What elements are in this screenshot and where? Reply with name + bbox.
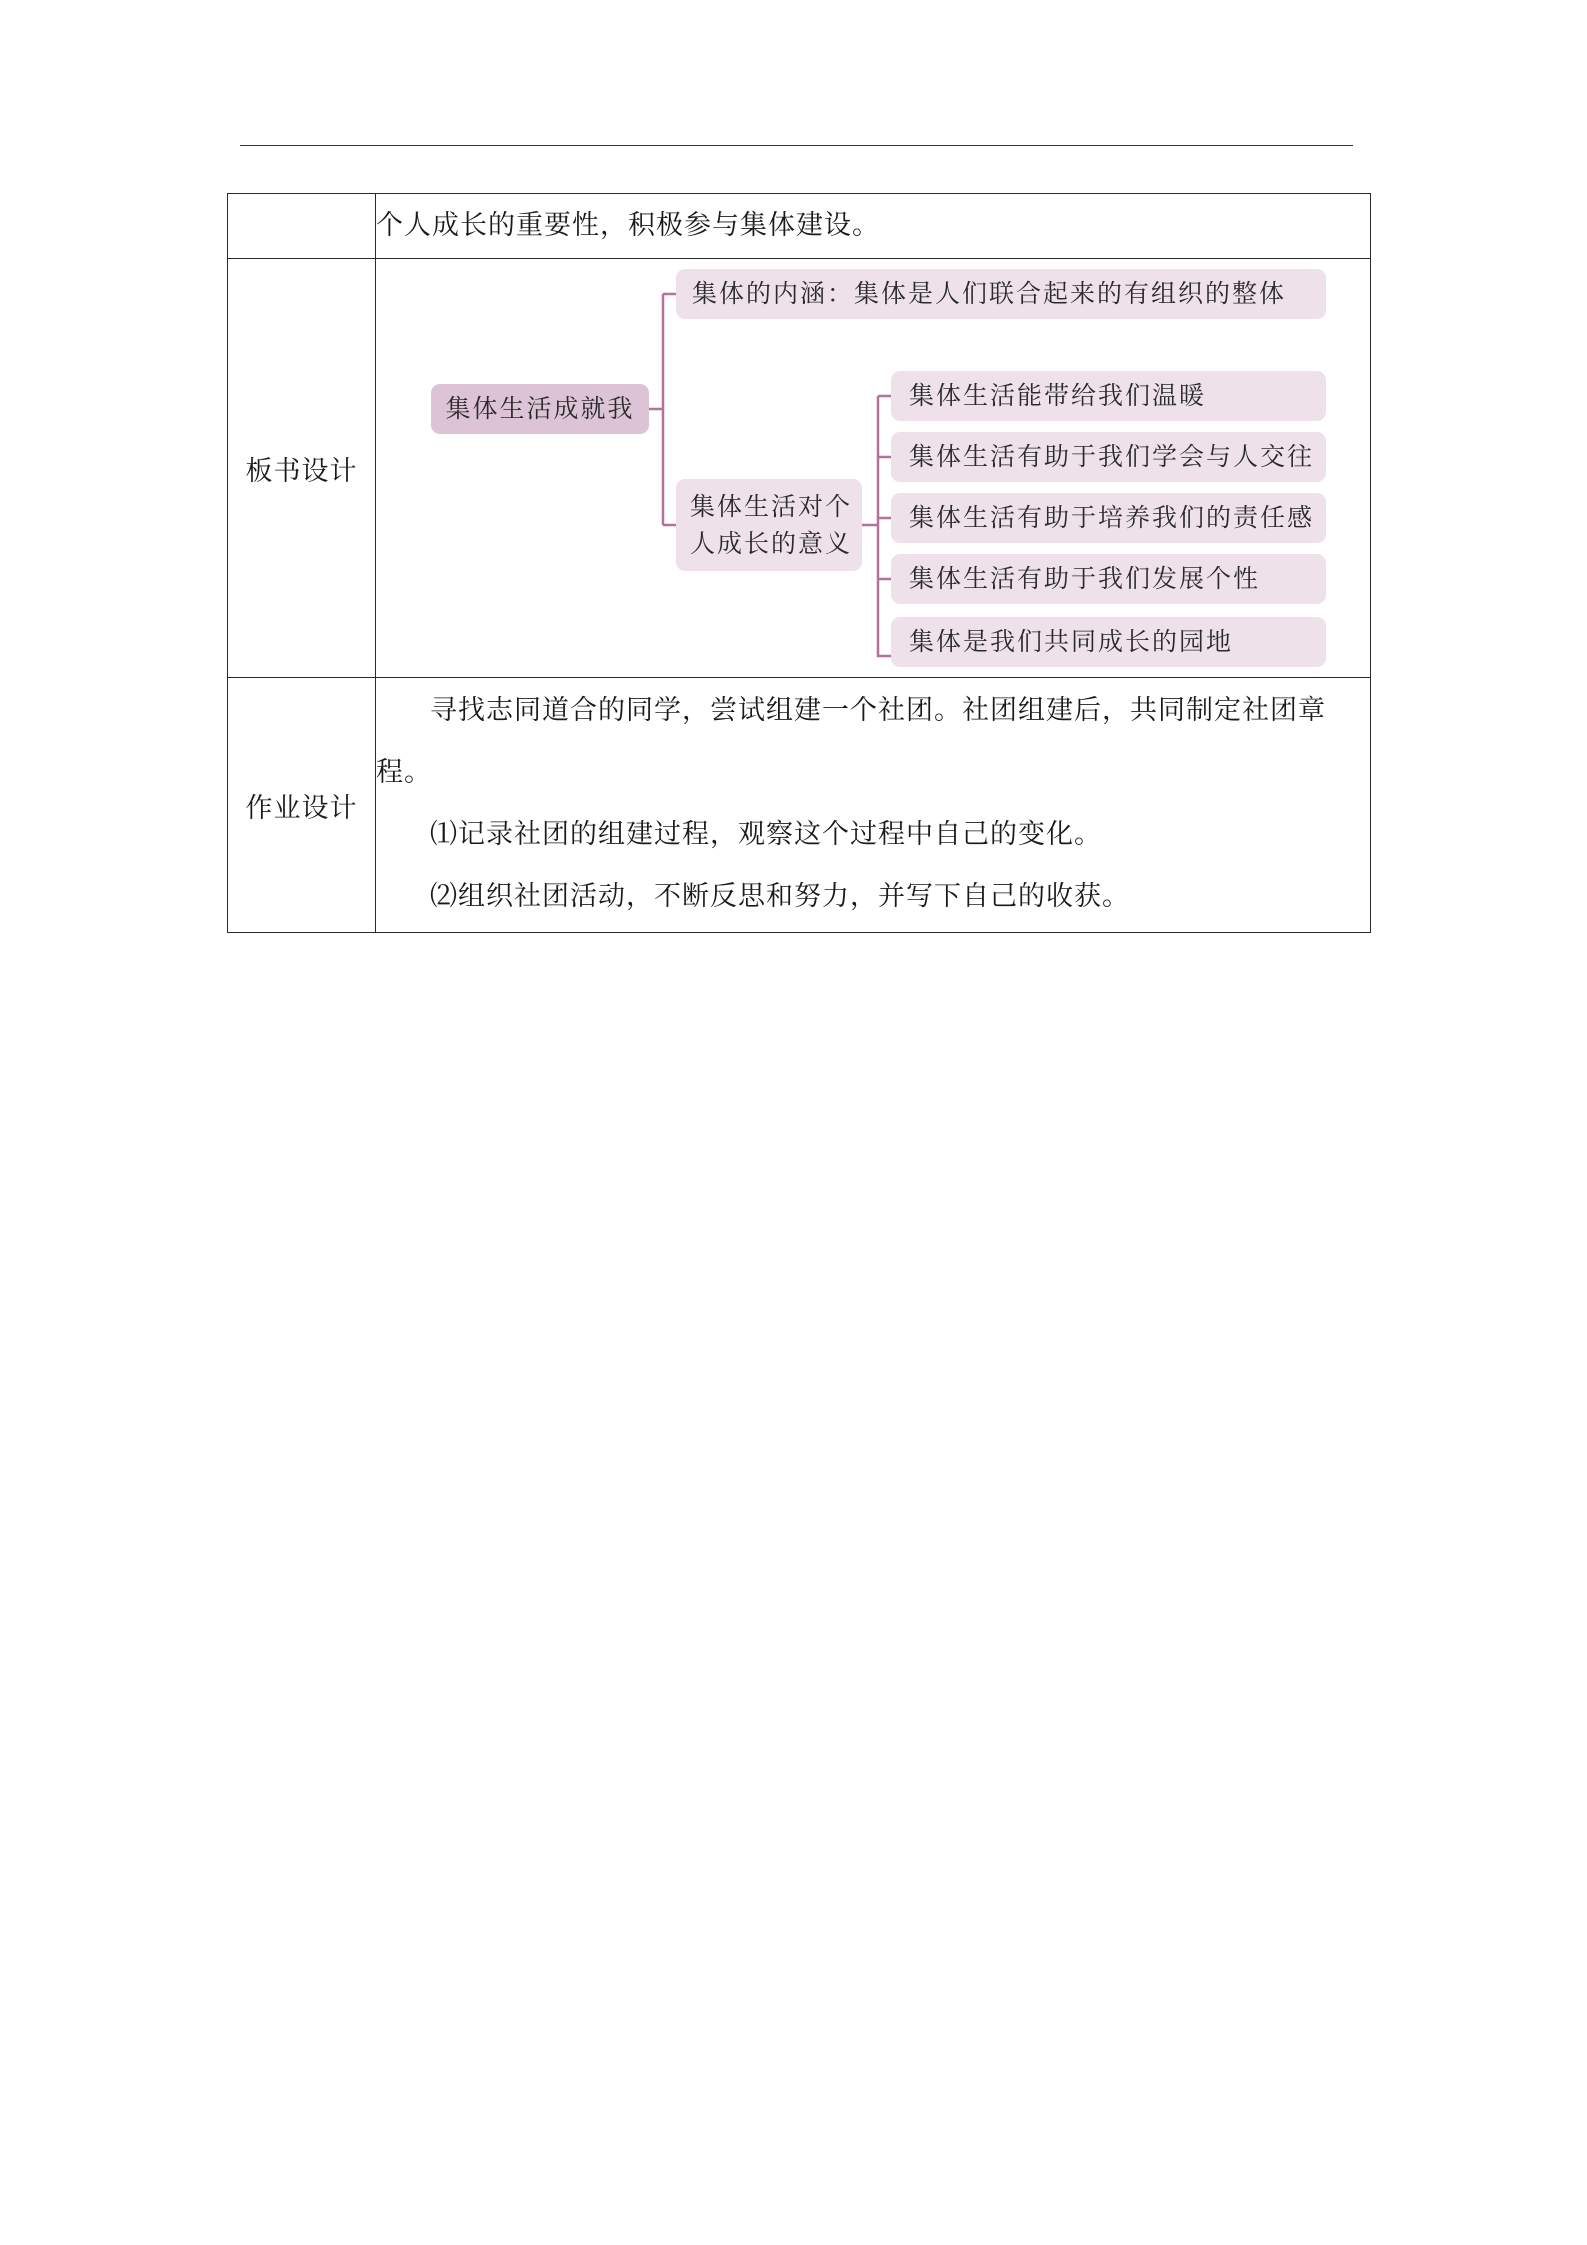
significance-leaf: 集体生活能带给我们温暖 <box>891 371 1326 421</box>
homework-paragraph: 寻找志同道合的同学，尝试组建一个社团。社团组建后，共同制定社团章程。 <box>376 695 1326 788</box>
significance-leaf: 集体是我们共同成长的园地 <box>891 617 1326 667</box>
table-row <box>228 678 1371 933</box>
significance-leaf: 集体生活有助于我们发展个性 <box>891 554 1326 604</box>
significance-connector <box>862 396 891 656</box>
significance-leaf: 集体生活有助于培养我们的责任感 <box>891 493 1326 543</box>
header-rule <box>240 145 1353 146</box>
mind-map-root: 集体生活成就我 <box>431 384 649 434</box>
row-content <box>376 194 1371 259</box>
table-row <box>228 194 1371 259</box>
collective-definition-node: 集体的内涵：集体是人们联合起来的有组织的整体 <box>676 269 1326 319</box>
mind-map <box>376 259 1356 677</box>
lesson-plan-table <box>227 193 1371 933</box>
table-row <box>228 259 1371 678</box>
significance-node <box>676 479 862 571</box>
continued-text: 个人成长的重要性，积极参与集体建设。 <box>376 210 880 241</box>
root-connector <box>649 294 676 525</box>
significance-line: 人成长的意义 <box>690 529 853 558</box>
homework-text <box>376 678 1370 932</box>
blackboard-design-cell <box>376 259 1371 678</box>
homework-content <box>376 678 1371 933</box>
significance-line: 集体生活对个 <box>690 492 853 521</box>
row-label-blackboard-design: 板书设计 <box>228 259 376 678</box>
homework-item: ⑴记录社团的组建过程，观察这个过程中自己的变化。 <box>430 819 1102 850</box>
homework-item: ⑵组织社团活动，不断反思和努力，并写下自己的收获。 <box>430 881 1130 912</box>
row-label-homework-design: 作业设计 <box>228 678 376 933</box>
significance-leaf: 集体生活有助于我们学会与人交往 <box>891 432 1326 482</box>
row-label-empty <box>228 194 376 259</box>
